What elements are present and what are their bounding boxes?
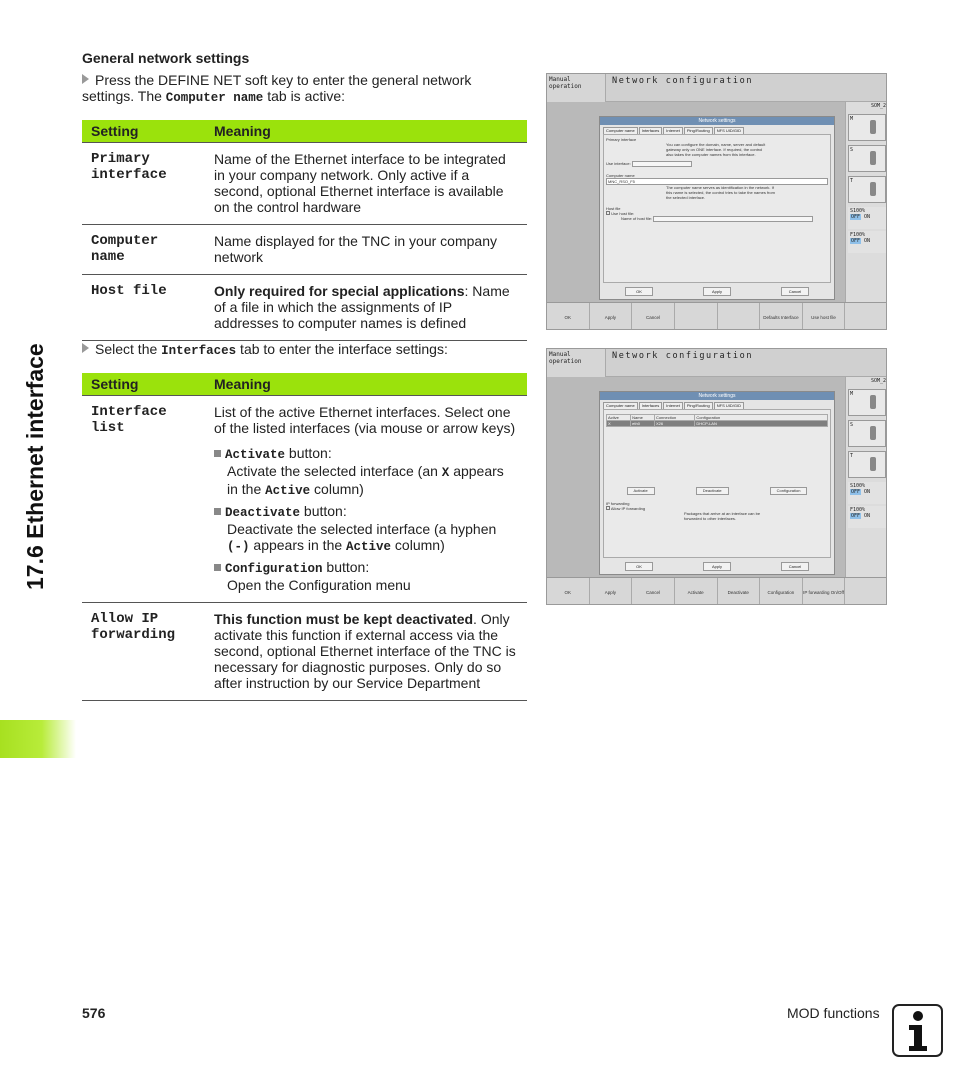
status-column: SOM_2 M S T S100% OFF ON F100% OFF ON — [845, 377, 887, 577]
softkey-bar — [547, 577, 887, 605]
table-row — [82, 396, 527, 603]
step-1: Press the DEFINE NET soft key to enter the general network settings. The Computer name tab is active: — [82, 72, 472, 105]
tab-nfs[interactable]: NFS UID/GID — [714, 127, 744, 135]
tab-pane: Primary interface You can configure the domain, name, server and default gateway only on ONE interface. If required, the control also takes the computer names from this interface. Use interface: Computer name MNC_RSO_F5 The computer name serves as identification in the network. If this name is selected, the control tries to take the names from the selected interface. Host file Use host file: Name of host file: — [603, 134, 831, 283]
network-settings-dialog: Network settings Computer name Interfaces Internet Ping/Routing NFS UID/GID Active Name Connection Configuration X eth0 X26 DHCP-LAN Activate Deactivate Configuration IP forwarding Allow IP forwarding Packages that arrive at an interface can be forwarded to other interfaces. OK Apply Cancel — [599, 391, 835, 575]
table-row — [82, 225, 527, 275]
table-row — [82, 275, 527, 341]
softkey-empty[interactable] — [845, 303, 887, 330]
bullet-square-icon — [214, 564, 221, 571]
deactivate-button[interactable]: Deactivate — [696, 487, 729, 495]
softkey-empty[interactable] — [718, 303, 761, 330]
tab-interfaces[interactable]: Interfaces — [639, 127, 663, 135]
ok-button[interactable]: OK — [625, 287, 653, 296]
settings-table-computer-name — [82, 120, 527, 341]
cancel-button[interactable]: Cancel — [781, 562, 809, 571]
step-arrow-icon — [82, 74, 89, 84]
tab-interfaces[interactable]: Interfaces — [639, 402, 663, 410]
workspace — [547, 377, 845, 577]
setting-meaning: List of the active Ethernet interfaces. Select one of the listed interfaces (via mouse or arrow keys) Activate button: Activate the selected interface (an X appears in the Active column) Deactivate button: Deactivate the selected interface (a hyphen (-) appears in the Active column) Configuration button: Open the Configuration menu — [205, 396, 527, 603]
bullet-square-icon — [214, 508, 221, 515]
ok-button[interactable]: OK — [625, 562, 653, 571]
screenshot-interfaces-tab — [546, 348, 887, 605]
screen-title: Network configuration — [606, 74, 887, 102]
apply-button[interactable]: Apply — [703, 287, 731, 296]
tab-internet[interactable]: Internet — [663, 402, 683, 410]
code-interfaces: Interfaces — [161, 344, 237, 358]
setting-key: Host file — [82, 275, 205, 341]
softkey-cancel[interactable]: Cancel — [632, 578, 675, 605]
chapter-color-tab — [0, 720, 76, 758]
tab-ping-routing[interactable]: Ping/Routing — [684, 402, 713, 410]
bullet-activate: Activate button: Activate the selected interface (an X appears in the Active column) — [214, 445, 518, 499]
header-meaning: Meaning — [205, 120, 527, 143]
status-column: SOM_2 M S T S100% OFF ON F100% OFF ON — [845, 102, 887, 302]
chapter-title: 17.6 Ethernet interface — [22, 343, 48, 590]
tab-nfs[interactable]: NFS UID/GID — [714, 402, 744, 410]
bullet-deactivate: Deactivate button: Deactivate the selected interface (a hyphen (-) appears in the Active column) — [214, 503, 518, 555]
softkey-configuration[interactable]: Configuration — [760, 578, 803, 605]
setting-meaning: Only required for special applications: Name of a file in which the assignments of IP addresses to computer names is defined — [205, 275, 527, 341]
softkey-cancel[interactable]: Cancel — [632, 303, 675, 330]
setting-meaning: Name of the Ethernet interface to be integrated in your company network. Only active if a second, optional Ethernet interface is available on the control hardware — [205, 143, 527, 225]
configuration-button[interactable]: Configuration — [770, 487, 808, 495]
cancel-button[interactable]: Cancel — [781, 287, 809, 296]
setting-key: Interface list — [82, 396, 205, 603]
interface-list[interactable]: Active Name Connection Configuration X eth0 X26 DHCP-LAN — [606, 414, 828, 427]
setting-key: Primary interface — [82, 143, 205, 225]
screen-title: Network configuration — [606, 349, 887, 377]
interface-row[interactable]: X eth0 X26 DHCP-LAN — [607, 421, 828, 427]
tool-m-icon: M — [848, 114, 886, 141]
step-2: Select the Interfaces tab to enter the interface settings: — [82, 341, 522, 359]
use-interface-select[interactable] — [632, 161, 692, 167]
header-meaning: Meaning — [205, 373, 527, 396]
page-number: 576 — [82, 1005, 106, 1021]
header-setting: Setting — [82, 120, 205, 143]
tab-pane: Active Name Connection Configuration X eth0 X26 DHCP-LAN Activate Deactivate Configuration IP forwarding Allow IP forwarding Packages that arrive at an interface can be forwarded to other interfaces. — [603, 409, 831, 558]
activate-button[interactable]: Activate — [627, 487, 655, 495]
softkey-use-host-file[interactable]: Use host file — [803, 303, 846, 330]
softkey-ok[interactable]: OK — [547, 303, 590, 330]
setting-meaning: This function must be kept deactivated. Only activate this function if external access via the second, optional Ethernet interface of the TNC is necessary for diagnostic purposes. Only do so after instruction by our Service Department — [205, 603, 527, 701]
softkey-deactivate[interactable]: Deactivate — [718, 578, 761, 605]
setting-key: Allow IP forwarding — [82, 603, 205, 701]
setting-key: Computer name — [82, 225, 205, 275]
softkey-bar — [547, 302, 887, 330]
code-computer-name: Computer name — [165, 91, 264, 105]
tool-t-icon: T — [848, 451, 886, 478]
info-glyph — [903, 1010, 933, 1052]
feed-status: F100% OFF ON — [848, 506, 886, 528]
header-setting: Setting — [82, 373, 205, 396]
network-settings-dialog: Network settings Computer name Interfaces Internet Ping/Routing NFS UID/GID Primary interface You can configure the domain, name, server and default gateway only on ONE interface. If required, the control also takes the computer names from this interface. Use interface: Computer name MNC_RSO_F5 The computer name serves as identification in the network. If this name is selected, the control tries to take the names from the selected interface. Host file Use host file: Name of host file: OK Apply Cancel — [599, 116, 835, 300]
softkey-apply[interactable]: Apply — [590, 578, 633, 605]
step-arrow-icon — [82, 343, 89, 353]
mode-label: Manual operation — [547, 349, 606, 377]
tab-internet[interactable]: Internet — [663, 127, 683, 135]
settings-table-interfaces — [82, 373, 527, 701]
bullet-square-icon — [214, 450, 221, 457]
apply-button[interactable]: Apply — [703, 562, 731, 571]
info-icon — [892, 1004, 943, 1057]
computer-name-input[interactable]: MNC_RSO_F5 — [606, 178, 828, 185]
tab-ping-routing[interactable]: Ping/Routing — [684, 127, 713, 135]
table-row — [82, 143, 527, 225]
tool-t-icon: T — [848, 176, 886, 203]
tool-s-icon: S — [848, 420, 886, 447]
softkey-apply[interactable]: Apply — [590, 303, 633, 330]
softkey-ip-forwarding[interactable]: IP forwarding On/Off — [803, 578, 846, 605]
bullet-configuration: Configuration button: Open the Configuration menu — [214, 559, 518, 593]
host-file-input[interactable] — [653, 216, 813, 222]
softkey-empty[interactable] — [675, 303, 718, 330]
section-heading: General network settings — [82, 50, 250, 66]
use-host-file-checkbox[interactable] — [606, 211, 610, 215]
tool-m-icon: M — [848, 389, 886, 416]
softkey-activate[interactable]: Activate — [675, 578, 718, 605]
spindle-status: S100% OFF ON — [848, 207, 886, 229]
allow-ip-forwarding-checkbox[interactable] — [606, 506, 610, 510]
tab-computer-name[interactable]: Computer name — [603, 127, 638, 135]
chapter-title-vertical — [22, 320, 62, 590]
feed-status: F100% OFF ON — [848, 231, 886, 253]
tool-s-icon: S — [848, 145, 886, 172]
setting-meaning: Name displayed for the TNC in your company network — [205, 225, 527, 275]
footer-chapter: MOD functions — [787, 1005, 880, 1021]
softkey-defaults-interface[interactable]: Defaults Interface — [760, 303, 803, 330]
spindle-status: S100% OFF ON — [848, 482, 886, 504]
table-row — [82, 603, 527, 701]
softkey-ok[interactable]: OK — [547, 578, 590, 605]
tab-computer-name[interactable]: Computer name — [603, 402, 638, 410]
softkey-empty[interactable] — [845, 578, 887, 605]
workspace — [547, 102, 845, 302]
screenshot-computer-name-tab — [546, 73, 887, 330]
mode-label: Manual operation — [547, 74, 606, 102]
